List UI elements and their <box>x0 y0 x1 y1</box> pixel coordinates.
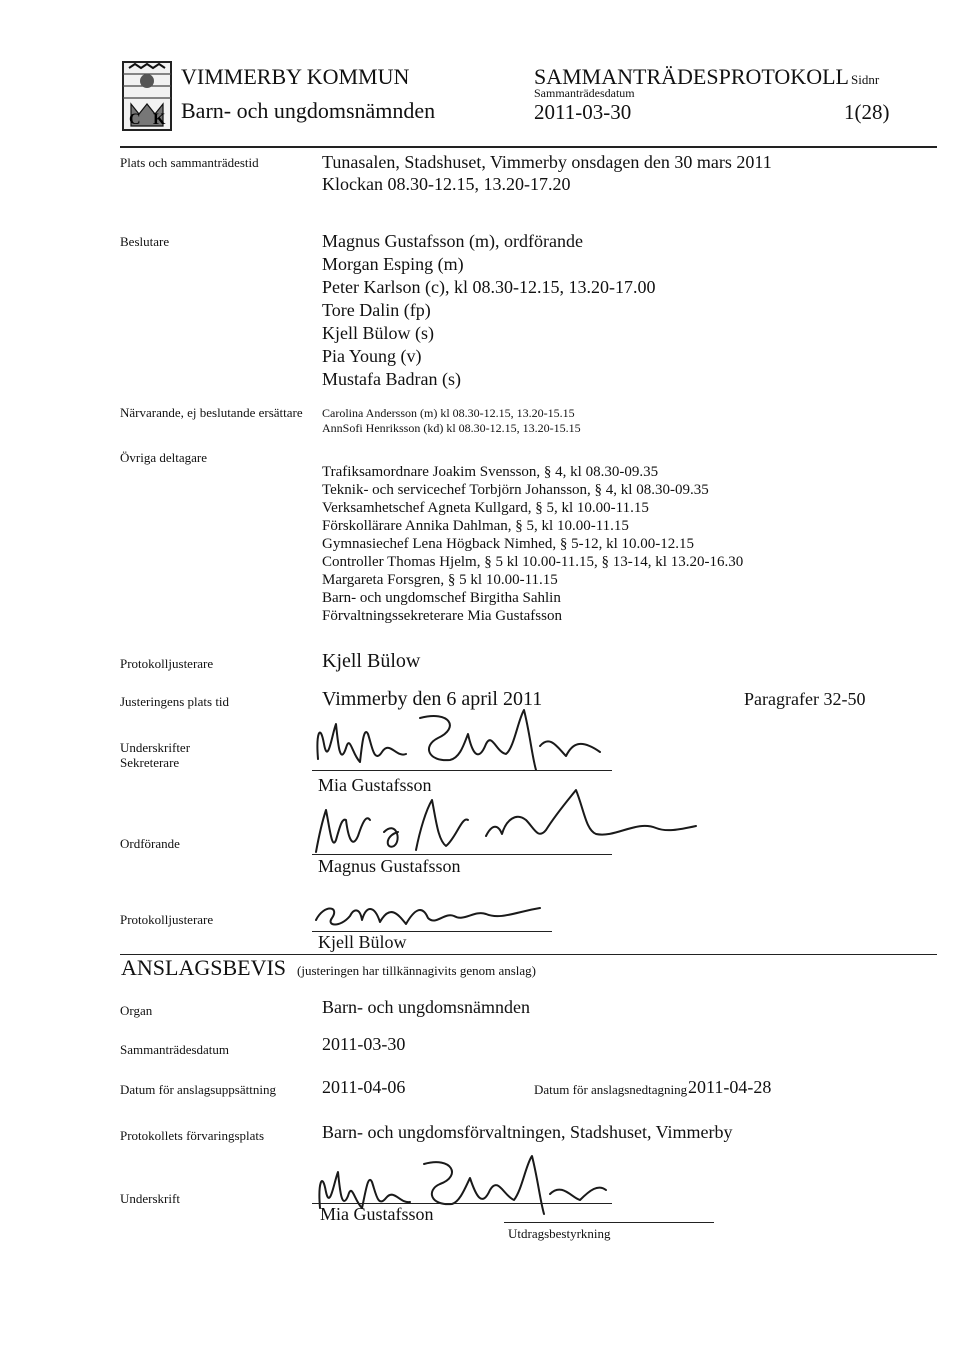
anslag-title: ANSLAGSBEVIS <box>121 955 287 980</box>
svg-text:C: C <box>129 111 141 128</box>
adjustment-label: Justeringens plats tid <box>120 694 230 709</box>
place-line: Tunasalen, Stadshuset, Vimmerby onsdagen den 30 mars 2011 <box>322 152 772 172</box>
chair-name: Magnus Gustafsson <box>318 856 461 876</box>
certification-label: Utdragsbestyrkning <box>508 1226 611 1241</box>
member-name: Magnus Gustafsson (m), ordförande <box>322 231 583 251</box>
participant: Margareta Forsgren, § 5 kl 10.00-11.15 <box>322 572 558 588</box>
participant: Barn- och ungdomschef Birgitha Sahlin <box>322 590 561 606</box>
chair-label: Ordförande <box>120 836 180 851</box>
adjustment-value: Vimmerby den 6 april 2011 <box>322 688 543 710</box>
posted-label: Datum för anslagsuppsättning <box>120 1082 276 1097</box>
secretary-signature <box>310 704 610 774</box>
adjuster-label: Protokolljusterare <box>120 656 214 671</box>
storage-value: Barn- och ungdomsförvaltningen, Stadshuset, Vimmerby <box>322 1122 733 1142</box>
signer-name: Mia Gustafsson <box>320 1204 434 1224</box>
substitute-name: Carolina Andersson (m) kl 08.30-12.15, 13.20-15.15 <box>322 406 575 420</box>
member-name: Pia Young (v) <box>322 346 422 366</box>
anslag-date: 2011-03-30 <box>322 1034 406 1054</box>
adjuster-signature <box>310 894 560 934</box>
storage-label: Protokollets förvaringsplats <box>120 1128 265 1143</box>
member-name: Kjell Bülow (s) <box>322 323 434 343</box>
decision-makers-label: Beslutare <box>120 234 170 249</box>
removed-date: 2011-04-28 <box>688 1077 772 1097</box>
meeting-date: 2011-03-30 <box>534 100 632 124</box>
substitute-name: AnnSofi Henriksson (kd) kl 08.30-12.15, 13.20-15.15 <box>322 421 581 435</box>
place-label: Plats och sammanträdestid <box>120 155 259 170</box>
place-line: Klockan 08.30-12.15, 13.20-17.20 <box>322 174 571 194</box>
member-name: Mustafa Badran (s) <box>322 369 461 389</box>
anslag-subtitle: (justeringen har tillkännagivits genom anslag) <box>297 963 536 978</box>
paragraphs: Paragrafer 32-50 <box>744 689 866 709</box>
substitutes-label: Närvarande, ej beslutande ersättare <box>120 405 303 420</box>
posted-date: 2011-04-06 <box>322 1077 406 1097</box>
municipality-logo <box>121 60 173 137</box>
page-number: 1(28) <box>844 100 890 124</box>
participant: Förskollärare Annika Dahlman, § 5, kl 10.00-11.15 <box>322 518 629 534</box>
municipality-name: VIMMERBY KOMMUN <box>181 64 410 89</box>
organ-value: Barn- och ungdomsnämnden <box>322 997 530 1017</box>
signatures-label: Underskrifter <box>120 740 191 755</box>
participant: Controller Thomas Hjelm, § 5 kl 10.00-11.15, § 13-14, kl 13.20-16.30 <box>322 554 744 570</box>
participant: Teknik- och servicechef Torbjörn Johansson, § 4, kl 08.30-09.35 <box>322 482 709 498</box>
others-label: Övriga deltagare <box>120 450 207 465</box>
secretary-name: Mia Gustafsson <box>318 775 432 795</box>
secretary-signature-line <box>312 770 612 771</box>
signature-label: Underskrift <box>120 1191 180 1206</box>
member-name: Peter Karlson (c), kl 08.30-12.15, 13.20-17.00 <box>322 277 656 297</box>
anslag-date-label: Sammanträdesdatum <box>120 1042 230 1057</box>
coat-of-arms-icon <box>121 60 173 132</box>
svg-text:K: K <box>153 111 166 128</box>
chair-signature-line <box>312 854 612 855</box>
removed-label: Datum för anslagsnedtagning <box>534 1082 688 1097</box>
committee-name: Barn- och ungdomsnämnden <box>181 98 436 123</box>
participant: Verksamhetschef Agneta Kullgard, § 5, kl 10.00-11.15 <box>322 500 649 516</box>
secretary-label: Sekreterare <box>120 755 180 770</box>
page-number-label: Sidnr <box>851 72 880 87</box>
participant: Trafiksamordnare Joakim Svensson, § 4, kl 08.30-09.35 <box>322 464 659 480</box>
adjuster-signature-name: Kjell Bülow <box>318 932 407 952</box>
member-name: Morgan Esping (m) <box>322 254 464 274</box>
certification-line <box>504 1222 714 1223</box>
participant: Gymnasiechef Lena Högback Nimhed, § 5-12, kl 10.00-12.15 <box>322 536 694 552</box>
participant: Förvaltningssekreterare Mia Gustafsson <box>322 608 562 624</box>
adjuster-signature-label: Protokolljusterare <box>120 912 214 927</box>
member-name: Tore Dalin (fp) <box>322 300 431 320</box>
meeting-date-label: Sammanträdesdatum <box>534 86 635 100</box>
organ-label: Organ <box>120 1003 153 1018</box>
adjuster-name: Kjell Bülow <box>322 650 421 672</box>
anslag-divider <box>120 954 937 955</box>
protocol-title: SAMMANTRÄDESPROTOKOLL <box>534 64 849 89</box>
header-divider <box>120 146 937 148</box>
